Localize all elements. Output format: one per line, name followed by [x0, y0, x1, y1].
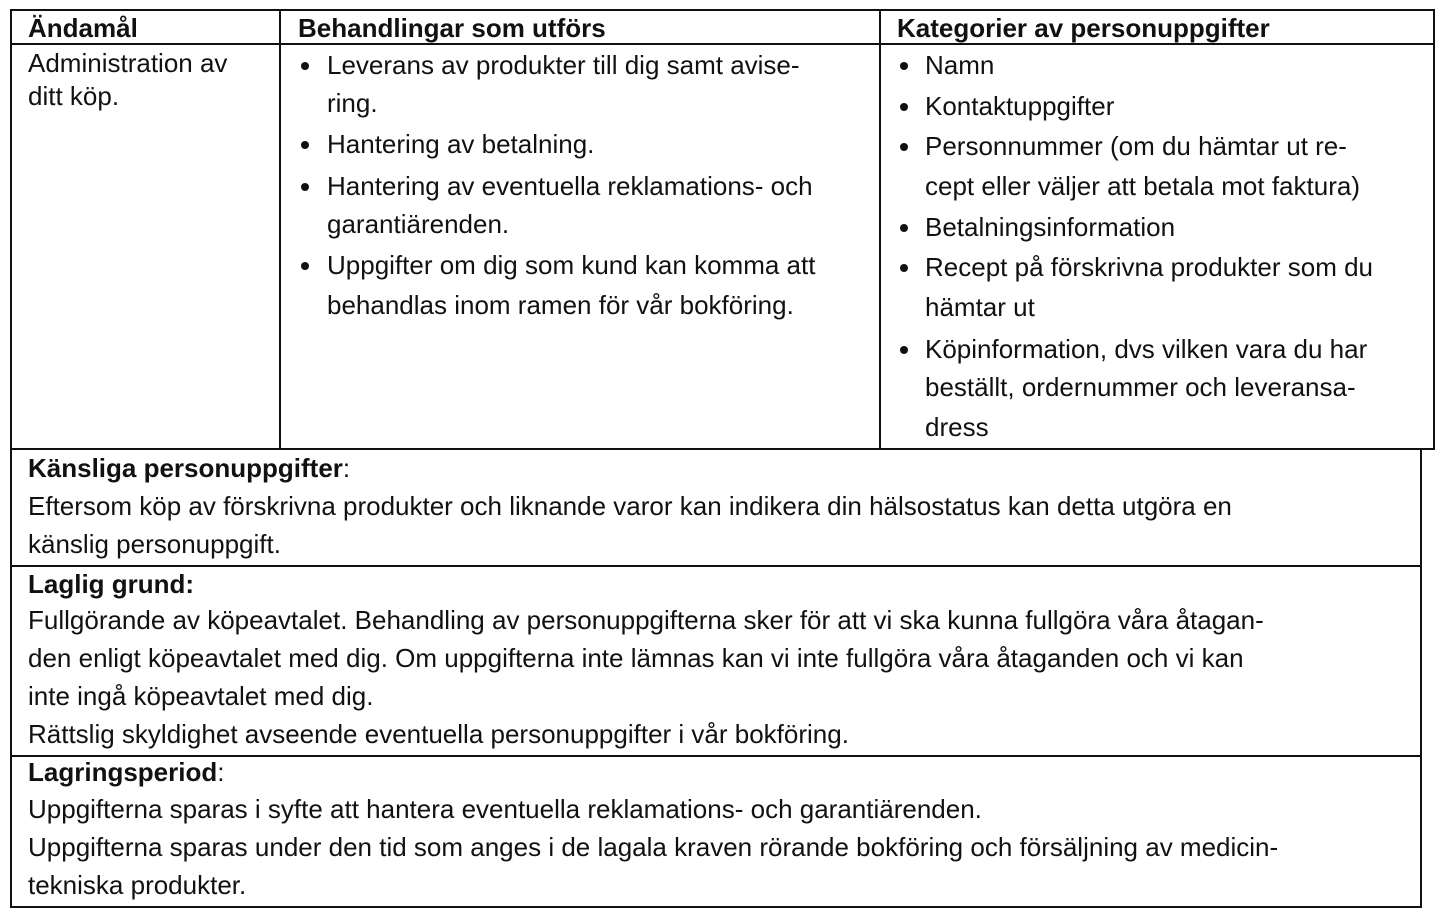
header-categories: Kategorier av personuppgifter — [897, 13, 1270, 43]
header-processing: Behandlingar som utförs — [298, 13, 606, 43]
legal-basis-text: inte ingå köpeavtalet med dig. — [28, 681, 374, 711]
bullet-icon — [301, 183, 309, 191]
category-item: Personnummer (om du hämtar ut re- — [925, 131, 1347, 161]
bullet-icon — [900, 143, 908, 151]
purpose-text: ditt köp. — [28, 81, 120, 111]
retention-heading: Lagringsperiod: — [28, 757, 225, 787]
legal-basis-text: Fullgörande av köpeavtalet. Behandling av personuppgifterna sker för att vi ska kunna fullgöra våra åtagan- — [28, 605, 1264, 635]
section-divider — [10, 565, 1422, 567]
sensitive-data-text: känslig personuppgift. — [28, 529, 281, 559]
legal-basis-text: Rättslig skyldighet avseende eventuella personuppgifter i vår bokföring. — [28, 719, 849, 749]
bullet-icon — [900, 103, 908, 111]
purpose-text: Administration av — [28, 48, 228, 78]
processing-item: behandlas inom ramen för vår bokföring. — [327, 290, 794, 320]
bullet-icon — [301, 141, 309, 149]
column-divider — [879, 9, 881, 450]
processing-item: ring. — [327, 88, 378, 118]
category-item: beställt, ordernummer och leveransa- — [925, 372, 1356, 402]
category-item: dress — [925, 412, 989, 442]
category-item: cept eller väljer att betala mot faktura) — [925, 171, 1360, 201]
bullet-icon — [301, 62, 309, 70]
header-divider — [10, 43, 1435, 45]
retention-text: Uppgifterna sparas under den tid som anges i de lagala kraven rörande bokföring och försäljning av medicin- — [28, 832, 1279, 862]
category-item: Betalningsinformation — [925, 212, 1176, 242]
sensitive-data-text: Eftersom köp av förskrivna produkter och liknande varor kan indikera din hälsostatus kan detta utgöra en — [28, 491, 1232, 521]
category-item: Köpinformation, dvs vilken vara du har — [925, 334, 1368, 364]
category-item: hämtar ut — [925, 292, 1035, 322]
column-divider — [279, 9, 281, 450]
legal-basis-heading: Laglig grund: — [28, 569, 195, 599]
bullet-icon — [900, 264, 908, 272]
category-item: Recept på förskrivna produkter som du — [925, 252, 1373, 282]
bullet-icon — [900, 62, 908, 70]
bullet-icon — [900, 224, 908, 232]
category-item: Kontaktuppgifter — [925, 91, 1115, 121]
category-item: Namn — [925, 50, 995, 80]
retention-text: Uppgifterna sparas i syfte att hantera eventuella reklamations- och garantiärenden. — [28, 794, 982, 824]
processing-item: garantiärenden. — [327, 209, 510, 239]
processing-item: Uppgifter om dig som kund kan komma att — [327, 250, 816, 280]
retention-text: tekniska produkter. — [28, 870, 247, 900]
legal-basis-text: den enligt köpeavtalet med dig. Om uppgifterna inte lämnas kan vi inte fullgöra våra åtaganden och vi kan — [28, 643, 1244, 673]
bullet-icon — [900, 346, 908, 354]
bullet-icon — [301, 262, 309, 270]
sensitive-data-heading: Känsliga personuppgifter: — [28, 453, 351, 483]
processing-item: Hantering av betalning. — [327, 129, 595, 159]
processing-item: Hantering av eventuella reklamations- och — [327, 171, 813, 201]
header-purpose: Ändamål — [28, 13, 138, 43]
processing-item: Leverans av produkter till dig samt avise- — [327, 50, 800, 80]
